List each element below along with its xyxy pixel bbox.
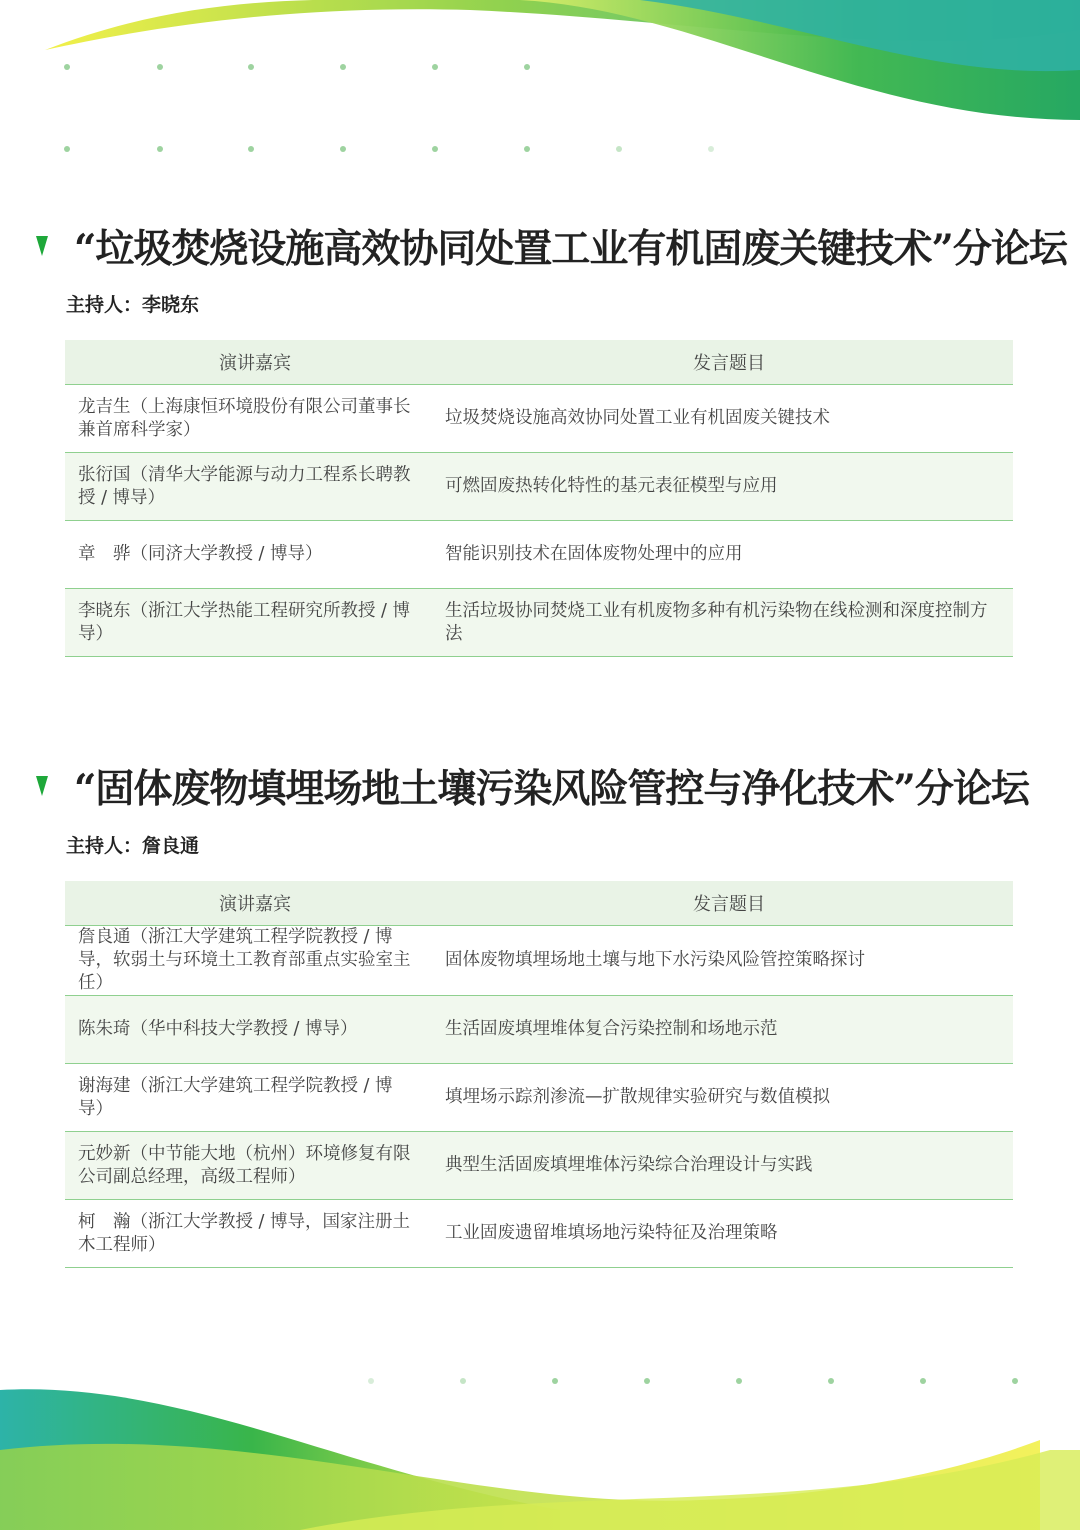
speaker-cell: 章 骅（同济大学教授 / 博导） <box>78 544 323 564</box>
speaker-cell: 詹良通（浙江大学建筑工程学院教授 / 博导，软弱土与环境土工教育部重点实验室主任） <box>78 927 411 993</box>
table-row <box>65 926 1013 996</box>
table-row <box>65 385 1013 453</box>
topic-cell: 可燃固废热转化特性的基元表征模型与应用 <box>445 476 778 496</box>
forum-host: 主持人：詹良通 <box>66 835 200 857</box>
topic-column-header: 发言题目 <box>693 353 765 374</box>
triangle-marker-icon <box>36 776 48 796</box>
bottom-wave-decoration <box>0 1360 1080 1530</box>
speaker-cell: 张衍国（清华大学能源与动力工程系长聘教授 / 博导） <box>78 464 411 508</box>
topic-column-header: 发言题目 <box>693 894 765 915</box>
forum-title-row <box>36 218 1067 274</box>
table-row <box>65 1132 1013 1200</box>
speaker-column-header: 演讲嘉宾 <box>219 894 291 915</box>
speaker-cell: 龙吉生（上海康恒环境股份有限公司董事长兼首席科学家） <box>78 396 411 440</box>
table-row <box>65 1200 1013 1268</box>
speaker-cell: 柯 瀚（浙江大学教授 / 博导，国家注册土木工程师） <box>78 1211 411 1255</box>
speaker-cell: 元妙新（中节能大地（杭州）环境修复有限公司副总经理，高级工程师） <box>78 1143 411 1187</box>
forum-title: “垃圾焚烧设施高效协同处置工业有机固废关键技术”分论坛 <box>74 226 1067 272</box>
topic-cell: 智能识别技术在固体废物处理中的应用 <box>445 544 743 564</box>
speaker-cell: 陈朱琦（华中科技大学教授 / 博导） <box>78 1019 358 1039</box>
topic-cell: 典型生活固废填埋堆体污染综合治理设计与实践 <box>445 1155 813 1175</box>
table-row <box>65 453 1013 521</box>
table-row <box>65 521 1013 589</box>
topic-cell: 固体废物填埋场地土壤与地下水污染风险管控策略探讨 <box>445 950 865 970</box>
speaker-column-header: 演讲嘉宾 <box>219 353 291 374</box>
table-row <box>65 589 1013 657</box>
top-dots-decoration <box>0 0 1080 160</box>
forum-table <box>65 881 1013 1268</box>
speaker-cell: 李晓东（浙江大学热能工程研究所教授 / 博导） <box>78 600 411 644</box>
topic-cell: 填埋场示踪剂渗流—扩散规律实验研究与数值模拟 <box>445 1087 830 1107</box>
triangle-marker-icon <box>36 236 48 256</box>
topic-cell: 生活垃圾协同焚烧工业有机废物多种有机污染物在线检测和深度控制方法 <box>445 600 988 644</box>
table-header <box>65 340 1013 385</box>
forum-title: “固体废物填埋场地土壤污染风险管控与净化技术”分论坛 <box>74 766 1029 812</box>
forum-table <box>65 340 1013 657</box>
table-row <box>65 996 1013 1064</box>
forum-title-row <box>36 758 1029 814</box>
topic-cell: 工业固废遗留堆填场地污染特征及治理策略 <box>445 1223 778 1243</box>
table-row <box>65 1064 1013 1132</box>
speaker-cell: 谢海建（浙江大学建筑工程学院教授 / 博导） <box>78 1075 393 1119</box>
table-header <box>65 881 1013 926</box>
topic-cell: 垃圾焚烧设施高效协同处置工业有机固废关键技术 <box>445 408 830 428</box>
forum-host: 主持人：李晓东 <box>66 294 200 316</box>
topic-cell: 生活固废填埋堆体复合污染控制和场地示范 <box>445 1019 778 1039</box>
